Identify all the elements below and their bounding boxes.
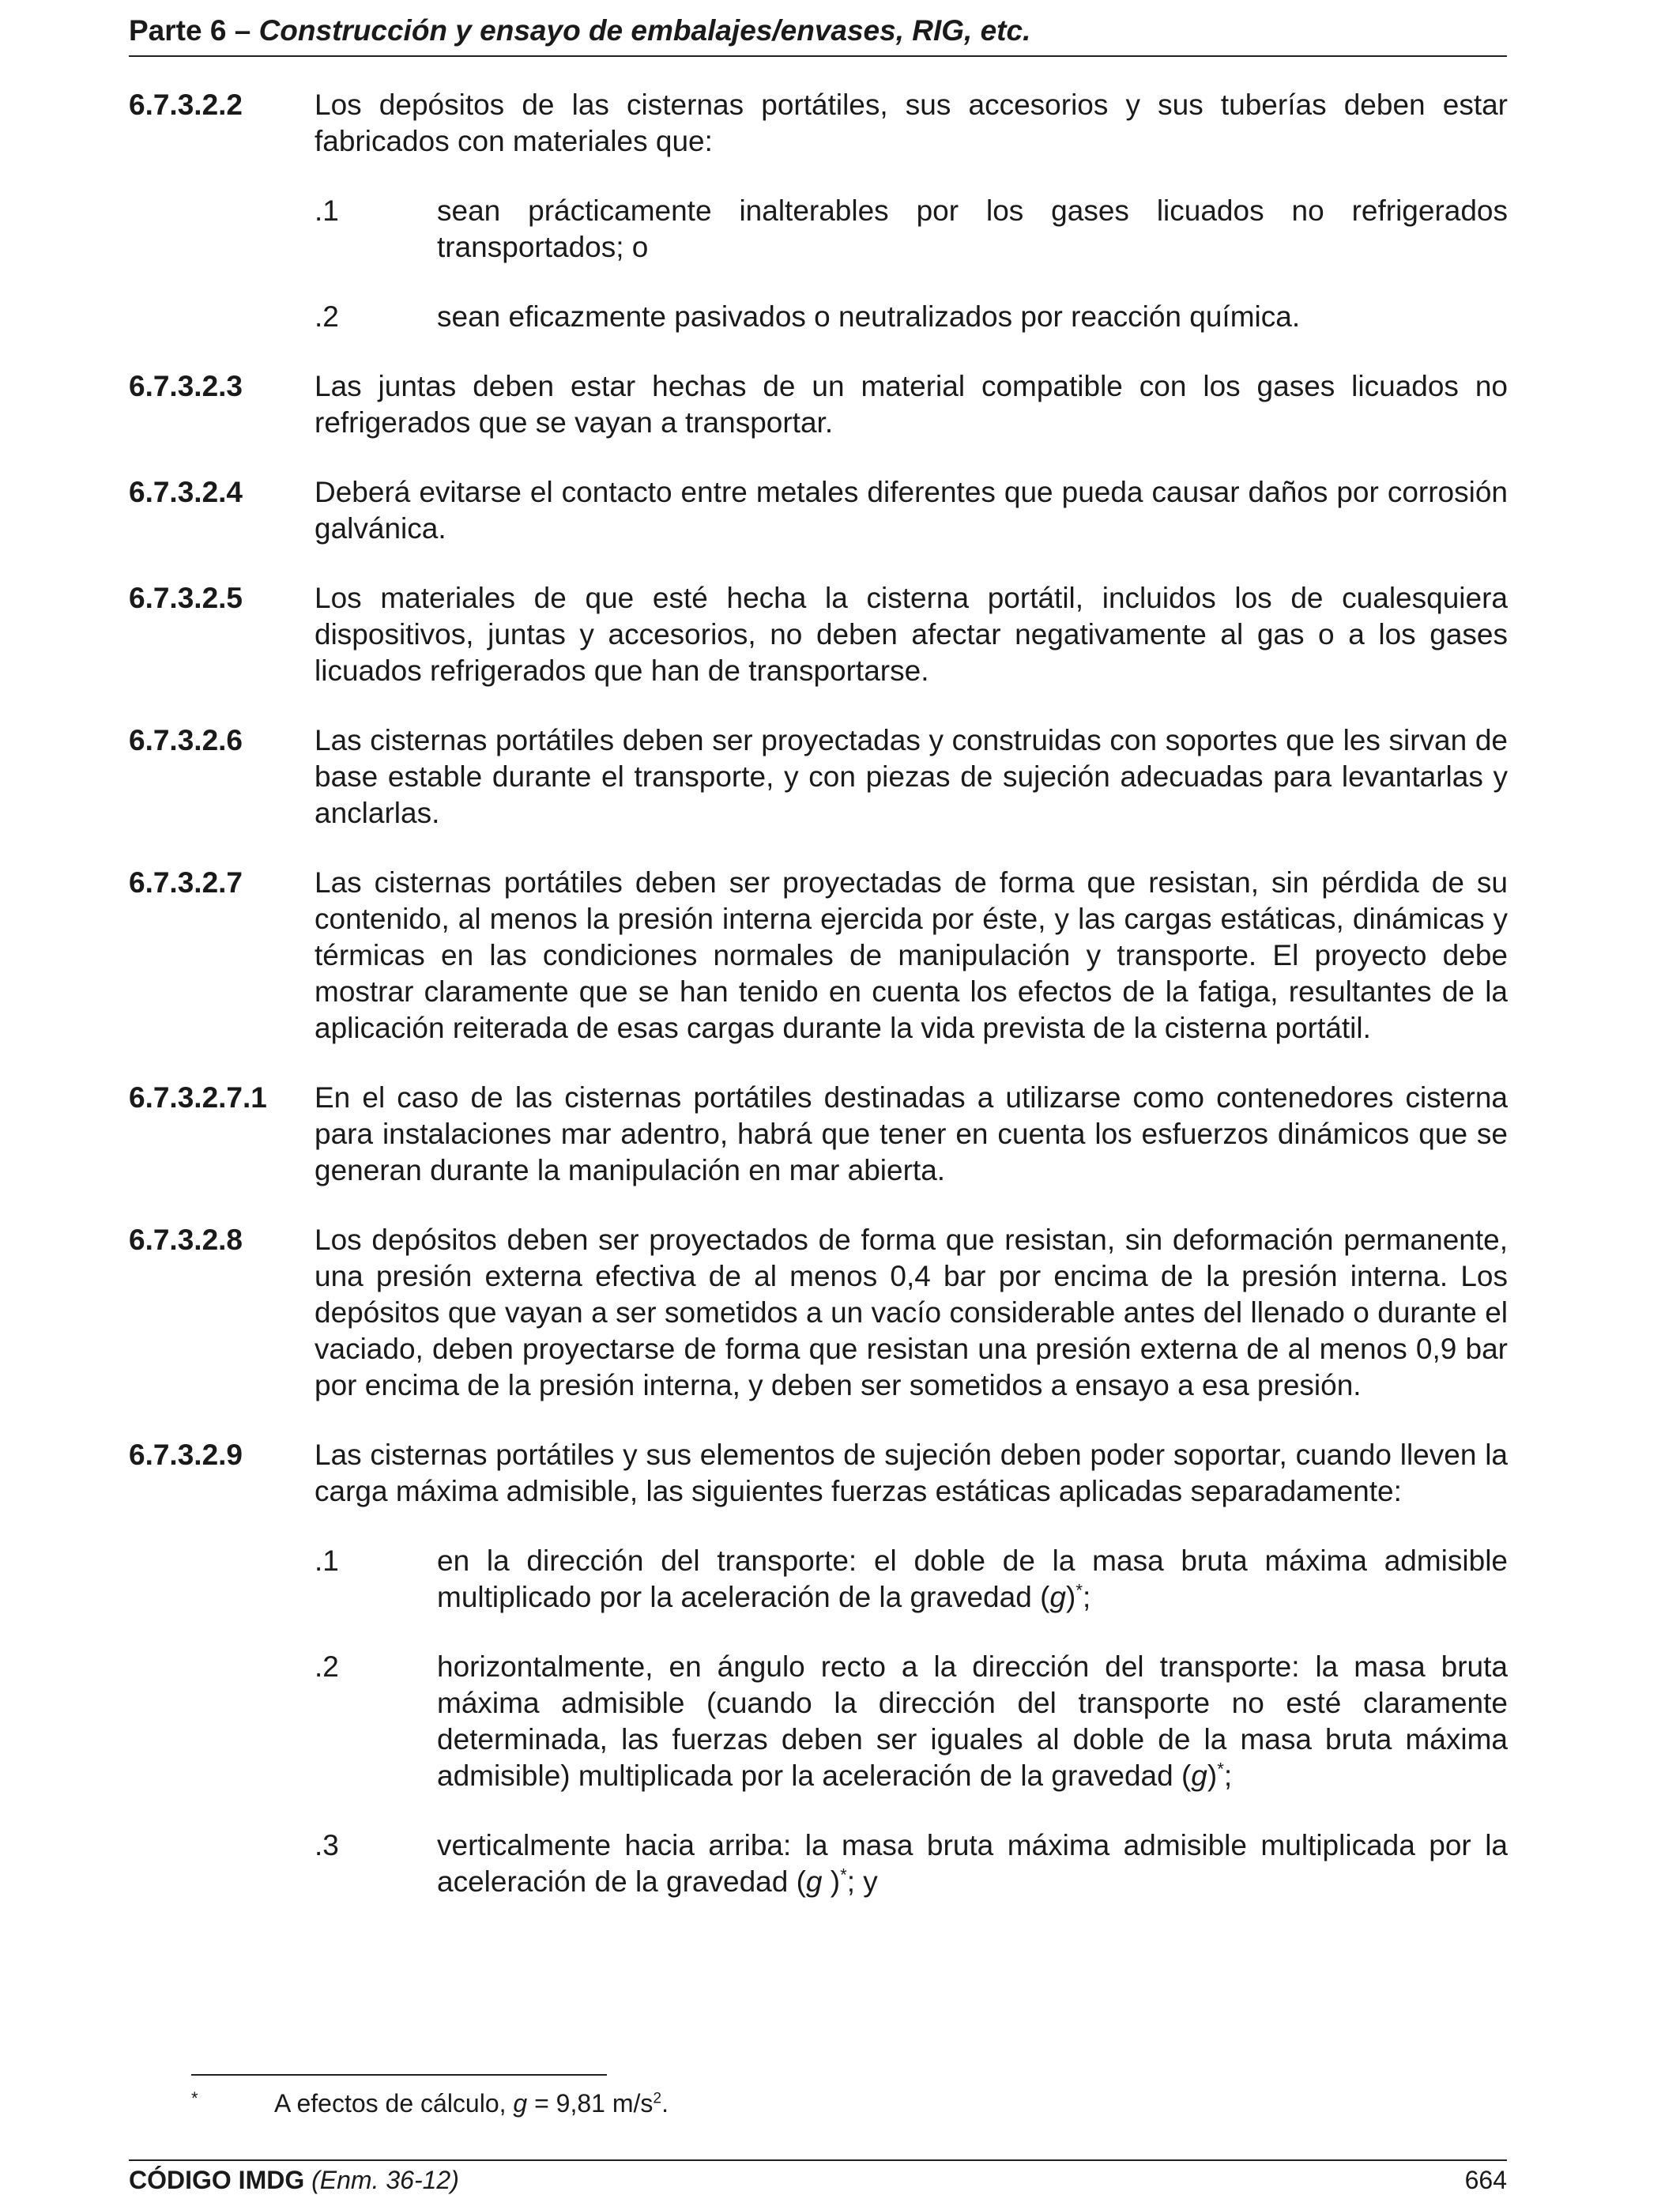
list-item-text: sean prácticamente inalterables por los gases licuados no refrigerados transportados; o	[437, 194, 1508, 263]
list-item-text-main: horizontalmente, en ángulo recto a la dirección del transporte: la masa bruta máxima admisible (cuando la dirección del transporte no esté claramente determinada, las fuerzas deben ser iguales al doble de la masa bruta máxima admisible) multiplicada por la aceleración de la gravedad (	[437, 1650, 1508, 1792]
clause-body	[315, 87, 1508, 335]
gravity-symbol: g	[1191, 1759, 1207, 1792]
clause-body	[315, 1222, 1508, 1404]
footnote-end: .	[661, 2089, 669, 2118]
clause-body	[315, 368, 1508, 441]
clause-body	[315, 1080, 1508, 1189]
footer-source	[129, 2166, 459, 2195]
clause	[129, 722, 1508, 832]
clause-body	[315, 722, 1508, 832]
list-item-number: .1	[315, 194, 339, 227]
paren-close: )	[1207, 1759, 1218, 1792]
footnote-ref: *	[840, 1865, 847, 1885]
list-item	[315, 1543, 1508, 1616]
clause-text: Las cisternas portátiles y sus elementos de sujeción deben poder soportar, cuando lleven la carga máxima admisible, las siguientes fuerzas estáticas aplicadas separadamente:	[315, 1439, 1508, 1507]
list-item	[315, 193, 1508, 266]
clause-text: Las juntas deben estar hechas de un material compatible con los gases licuados no refrigerados que se vayan a transportar.	[315, 370, 1508, 439]
gravity-symbol: g	[1049, 1581, 1066, 1613]
clause-number: 6.7.3.2.7	[129, 866, 243, 899]
clause-number: 6.7.3.2.5	[129, 582, 243, 614]
footnote-mark: *	[191, 2088, 198, 2108]
list-item	[315, 299, 1508, 335]
header-part: Parte 6 –	[129, 14, 259, 47]
list-item	[315, 1649, 1508, 1794]
list-item-number: .1	[315, 1544, 339, 1577]
footnote-post: = 9,81 m/s	[527, 2089, 654, 2118]
list-item	[315, 1827, 1508, 1900]
clause	[129, 1222, 1508, 1404]
clause-number: 6.7.3.2.2	[129, 89, 243, 121]
list-item-tail: ; y	[846, 1865, 878, 1898]
footnote-ref: *	[1075, 1580, 1083, 1601]
clause-body	[315, 1437, 1508, 1900]
main-content	[129, 87, 1508, 1933]
clause-text: Las cisternas portátiles deben ser proyectadas y construidas con soportes que les sirvan de base estable durante el transporte, y con piezas de sujeción adecuadas para levantarlas y anclarlas.	[315, 724, 1508, 829]
footnote-var: g	[513, 2089, 528, 2118]
clause	[129, 474, 1508, 547]
clause-text: Las cisternas portátiles deben ser proyectadas de forma que resistan, sin pérdida de su contenido, al menos la presión interna ejercida por éste, y las cargas estáticas, dinámicas y térmicas en las condiciones normales de manipulación y transporte. El proyecto debe mostrar claramente que se han tenido en cuenta los efectos de la fatiga, resultantes de la aplicación reiterada de esas cargas durante la vida prevista de la cisterna portátil.	[315, 866, 1508, 1044]
clause	[129, 1437, 1508, 1900]
clause	[129, 87, 1508, 335]
clause-number: 6.7.3.2.7.1	[129, 1081, 267, 1114]
list-item-number: .2	[315, 300, 339, 333]
footnote-pre: A efectos de cálculo,	[274, 2089, 514, 2118]
footer-amendment: (Enm. 36-12)	[311, 2166, 459, 2194]
clause-number: 6.7.3.2.6	[129, 724, 243, 756]
list-item-tail: ;	[1082, 1581, 1091, 1613]
clause-number: 6.7.3.2.8	[129, 1224, 243, 1256]
list-item-text	[437, 1649, 1508, 1794]
clause-number: 6.7.3.2.3	[129, 370, 243, 402]
list-item-text	[437, 1827, 1508, 1900]
clause-text: Los depósitos deben ser proyectados de forma que resistan, sin deformación permanente, una presión externa efectiva de al menos 0,4 bar por encima de la presión interna. Los depósitos que vayan a ser sometidos a un vacío considerable antes del llenado o durante el vaciado, deben proyectarse de forma que resistan una presión externa de al menos 0,9 bar por encima de la presión interna, y deben ser sometidos a ensayo a esa presión.	[315, 1224, 1508, 1401]
clause	[129, 368, 1508, 441]
list-item-text	[437, 1543, 1508, 1616]
list-item-number: .3	[315, 1829, 339, 1861]
clause	[129, 580, 1508, 689]
footnote-exponent: 2	[653, 2090, 662, 2107]
paren-close: )	[822, 1865, 841, 1898]
header-title: Construcción y ensayo de embalajes/envases, RIG, etc.	[258, 14, 1031, 47]
clause	[129, 1080, 1508, 1189]
clause-body	[315, 865, 1508, 1047]
running-header	[129, 14, 1507, 57]
footer-code: CÓDIGO IMDG	[129, 2166, 305, 2194]
footnote-text	[274, 2088, 669, 2119]
clause-text: Los depósitos de las cisternas portátiles, sus accesorios y sus tuberías deben estar fabricados con materiales que:	[315, 89, 1508, 157]
clause-text: Los materiales de que esté hecha la cisterna portátil, incluidos los de cualesquiera dispositivos, juntas y accesorios, no deben afectar negativamente al gas o a los gases licuados refrigerados que han de transportarse.	[315, 582, 1508, 687]
footnote-ref: *	[1217, 1759, 1224, 1779]
clause-number: 6.7.3.2.4	[129, 476, 243, 508]
list-item-number: .2	[315, 1650, 339, 1683]
clause-text: Deberá evitarse el contacto entre metales diferentes que pueda causar daños por corrosión galvánica.	[315, 476, 1508, 545]
clause	[129, 865, 1508, 1047]
footnote-separator	[191, 2074, 607, 2076]
clause-body	[315, 580, 1508, 689]
running-footer	[129, 2159, 1507, 2195]
paren-close: )	[1065, 1581, 1076, 1613]
page-number: 664	[1464, 2166, 1507, 2194]
clause-text: En el caso de las cisternas portátiles destinadas a utilizarse como contenedores cisterna para instalaciones mar adentro, habrá que tener en cuenta los esfuerzos dinámicos que se generan durante la manipulación en mar abierta.	[315, 1081, 1508, 1186]
clause-body	[315, 474, 1508, 547]
list-item-text: sean eficazmente pasivados o neutralizados por reacción química.	[437, 300, 1301, 333]
list-item-tail: ;	[1223, 1759, 1233, 1792]
list-item-text-main: verticalmente hacia arriba: la masa bruta máxima admisible multiplicada por la aceleración de la gravedad (	[437, 1829, 1508, 1898]
list-item-text-main: en la dirección del transporte: el doble de la masa bruta máxima admisible multiplicado por la aceleración de la gravedad (	[437, 1544, 1508, 1613]
gravity-symbol: g	[805, 1865, 823, 1898]
clause-number: 6.7.3.2.9	[129, 1439, 243, 1471]
